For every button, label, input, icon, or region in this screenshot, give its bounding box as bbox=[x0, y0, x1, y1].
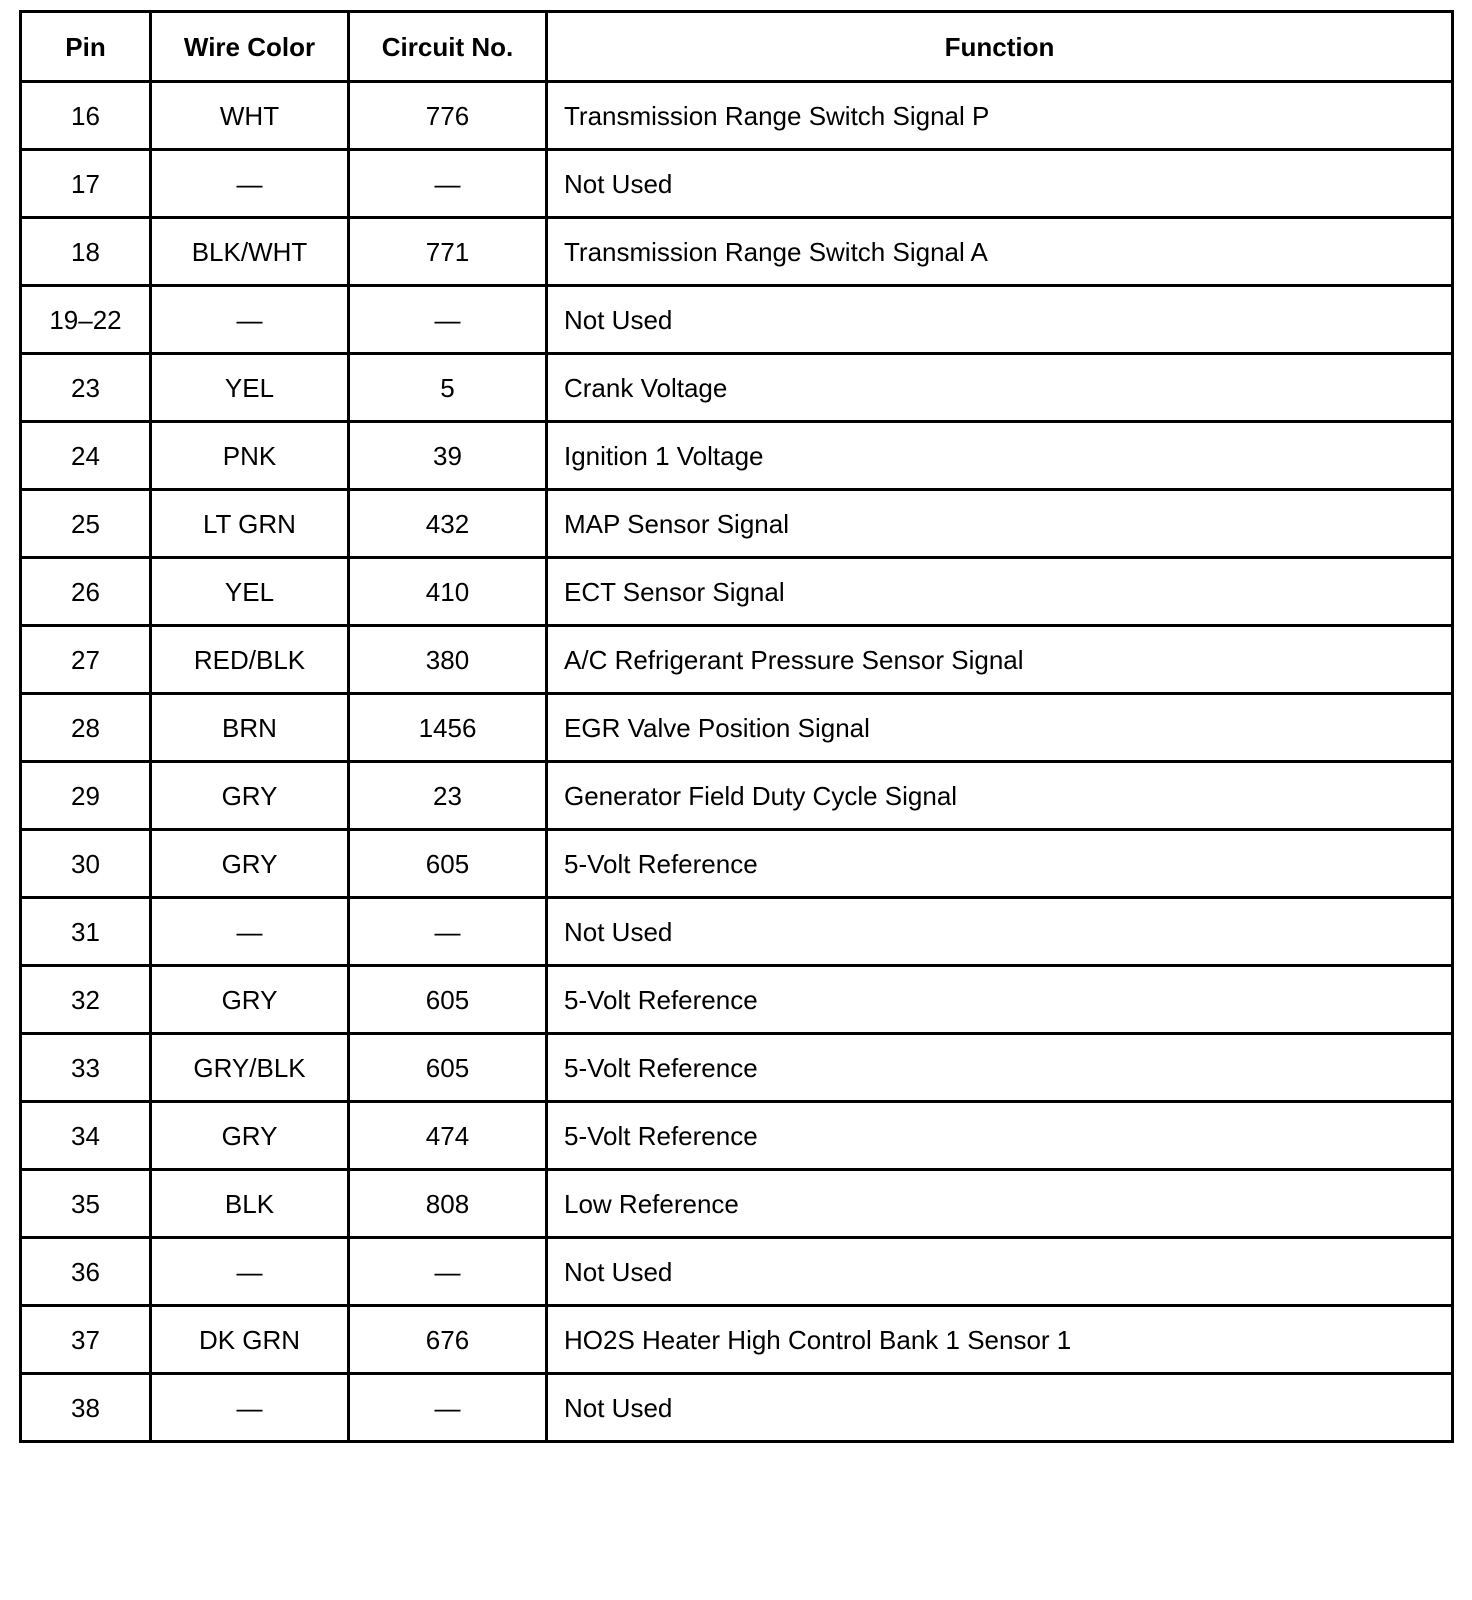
table-row bbox=[21, 286, 1453, 354]
table-row bbox=[21, 762, 1453, 830]
cell-wire-color: BRN bbox=[151, 694, 349, 762]
cell-wire-color: DK GRN bbox=[151, 1306, 349, 1374]
cell-function: Generator Field Duty Cycle Signal bbox=[547, 762, 1453, 830]
table-row bbox=[21, 830, 1453, 898]
cell-function: A/C Refrigerant Pressure Sensor Signal bbox=[547, 626, 1453, 694]
cell-wire-color: GRY bbox=[151, 1102, 349, 1170]
cell-function: HO2S Heater High Control Bank 1 Sensor 1 bbox=[547, 1306, 1453, 1374]
cell-circuit-no: — bbox=[349, 150, 547, 218]
cell-pin: 36 bbox=[21, 1238, 151, 1306]
cell-wire-color: — bbox=[151, 1238, 349, 1306]
cell-pin: 19–22 bbox=[21, 286, 151, 354]
table-row bbox=[21, 1170, 1453, 1238]
table-row bbox=[21, 966, 1453, 1034]
table-header bbox=[21, 12, 1453, 82]
cell-pin: 16 bbox=[21, 82, 151, 150]
table-row bbox=[21, 898, 1453, 966]
cell-wire-color: YEL bbox=[151, 558, 349, 626]
cell-function: MAP Sensor Signal bbox=[547, 490, 1453, 558]
cell-circuit-no: — bbox=[349, 898, 547, 966]
table-body bbox=[21, 82, 1453, 1442]
cell-pin: 37 bbox=[21, 1306, 151, 1374]
table-row bbox=[21, 354, 1453, 422]
cell-circuit-no: 676 bbox=[349, 1306, 547, 1374]
cell-function: Transmission Range Switch Signal A bbox=[547, 218, 1453, 286]
cell-circuit-no: 605 bbox=[349, 966, 547, 1034]
connector-pinout-table bbox=[19, 10, 1454, 1443]
table-row bbox=[21, 1102, 1453, 1170]
cell-pin: 27 bbox=[21, 626, 151, 694]
table-row bbox=[21, 1374, 1453, 1442]
table-row bbox=[21, 626, 1453, 694]
cell-pin: 23 bbox=[21, 354, 151, 422]
table-row bbox=[21, 1238, 1453, 1306]
cell-circuit-no: — bbox=[349, 1238, 547, 1306]
cell-function: Ignition 1 Voltage bbox=[547, 422, 1453, 490]
header-pin: Pin bbox=[21, 12, 151, 82]
cell-circuit-no: 808 bbox=[349, 1170, 547, 1238]
cell-pin: 26 bbox=[21, 558, 151, 626]
table-row bbox=[21, 422, 1453, 490]
cell-circuit-no: — bbox=[349, 286, 547, 354]
cell-function: ECT Sensor Signal bbox=[547, 558, 1453, 626]
cell-wire-color: — bbox=[151, 898, 349, 966]
cell-circuit-no: 380 bbox=[349, 626, 547, 694]
cell-wire-color: GRY/BLK bbox=[151, 1034, 349, 1102]
cell-circuit-no: 605 bbox=[349, 1034, 547, 1102]
cell-circuit-no: 1456 bbox=[349, 694, 547, 762]
cell-circuit-no: 776 bbox=[349, 82, 547, 150]
cell-function: Not Used bbox=[547, 1238, 1453, 1306]
table-row bbox=[21, 1034, 1453, 1102]
cell-pin: 34 bbox=[21, 1102, 151, 1170]
cell-circuit-no: 5 bbox=[349, 354, 547, 422]
cell-pin: 29 bbox=[21, 762, 151, 830]
cell-function: Not Used bbox=[547, 898, 1453, 966]
cell-wire-color: YEL bbox=[151, 354, 349, 422]
cell-circuit-no: 432 bbox=[349, 490, 547, 558]
cell-function: 5-Volt Reference bbox=[547, 966, 1453, 1034]
table-row bbox=[21, 82, 1453, 150]
cell-function: Crank Voltage bbox=[547, 354, 1453, 422]
cell-function: 5-Volt Reference bbox=[547, 1034, 1453, 1102]
cell-circuit-no: 605 bbox=[349, 830, 547, 898]
cell-wire-color: GRY bbox=[151, 966, 349, 1034]
cell-pin: 32 bbox=[21, 966, 151, 1034]
cell-pin: 28 bbox=[21, 694, 151, 762]
cell-circuit-no: 410 bbox=[349, 558, 547, 626]
table-row bbox=[21, 1306, 1453, 1374]
table-row bbox=[21, 150, 1453, 218]
cell-pin: 25 bbox=[21, 490, 151, 558]
cell-pin: 35 bbox=[21, 1170, 151, 1238]
cell-pin: 17 bbox=[21, 150, 151, 218]
cell-wire-color: — bbox=[151, 286, 349, 354]
table-row bbox=[21, 558, 1453, 626]
header-function: Function bbox=[547, 12, 1453, 82]
cell-wire-color: GRY bbox=[151, 830, 349, 898]
cell-function: 5-Volt Reference bbox=[547, 1102, 1453, 1170]
table-row bbox=[21, 490, 1453, 558]
cell-wire-color: GRY bbox=[151, 762, 349, 830]
cell-wire-color: LT GRN bbox=[151, 490, 349, 558]
cell-function: Not Used bbox=[547, 1374, 1453, 1442]
cell-function: Not Used bbox=[547, 150, 1453, 218]
cell-wire-color: BLK bbox=[151, 1170, 349, 1238]
cell-pin: 38 bbox=[21, 1374, 151, 1442]
cell-wire-color: — bbox=[151, 1374, 349, 1442]
header-circuit-no: Circuit No. bbox=[349, 12, 547, 82]
cell-pin: 33 bbox=[21, 1034, 151, 1102]
cell-function: Low Reference bbox=[547, 1170, 1453, 1238]
cell-circuit-no: — bbox=[349, 1374, 547, 1442]
header-row bbox=[21, 12, 1453, 82]
cell-pin: 30 bbox=[21, 830, 151, 898]
cell-circuit-no: 23 bbox=[349, 762, 547, 830]
cell-pin: 18 bbox=[21, 218, 151, 286]
cell-function: Not Used bbox=[547, 286, 1453, 354]
table-row bbox=[21, 694, 1453, 762]
cell-pin: 31 bbox=[21, 898, 151, 966]
cell-wire-color: WHT bbox=[151, 82, 349, 150]
cell-circuit-no: 39 bbox=[349, 422, 547, 490]
cell-wire-color: BLK/WHT bbox=[151, 218, 349, 286]
cell-function: EGR Valve Position Signal bbox=[547, 694, 1453, 762]
cell-wire-color: PNK bbox=[151, 422, 349, 490]
header-wire-color: Wire Color bbox=[151, 12, 349, 82]
cell-function: 5-Volt Reference bbox=[547, 830, 1453, 898]
cell-circuit-no: 474 bbox=[349, 1102, 547, 1170]
cell-wire-color: — bbox=[151, 150, 349, 218]
cell-circuit-no: 771 bbox=[349, 218, 547, 286]
table-row bbox=[21, 218, 1453, 286]
cell-pin: 24 bbox=[21, 422, 151, 490]
cell-function: Transmission Range Switch Signal P bbox=[547, 82, 1453, 150]
cell-wire-color: RED/BLK bbox=[151, 626, 349, 694]
